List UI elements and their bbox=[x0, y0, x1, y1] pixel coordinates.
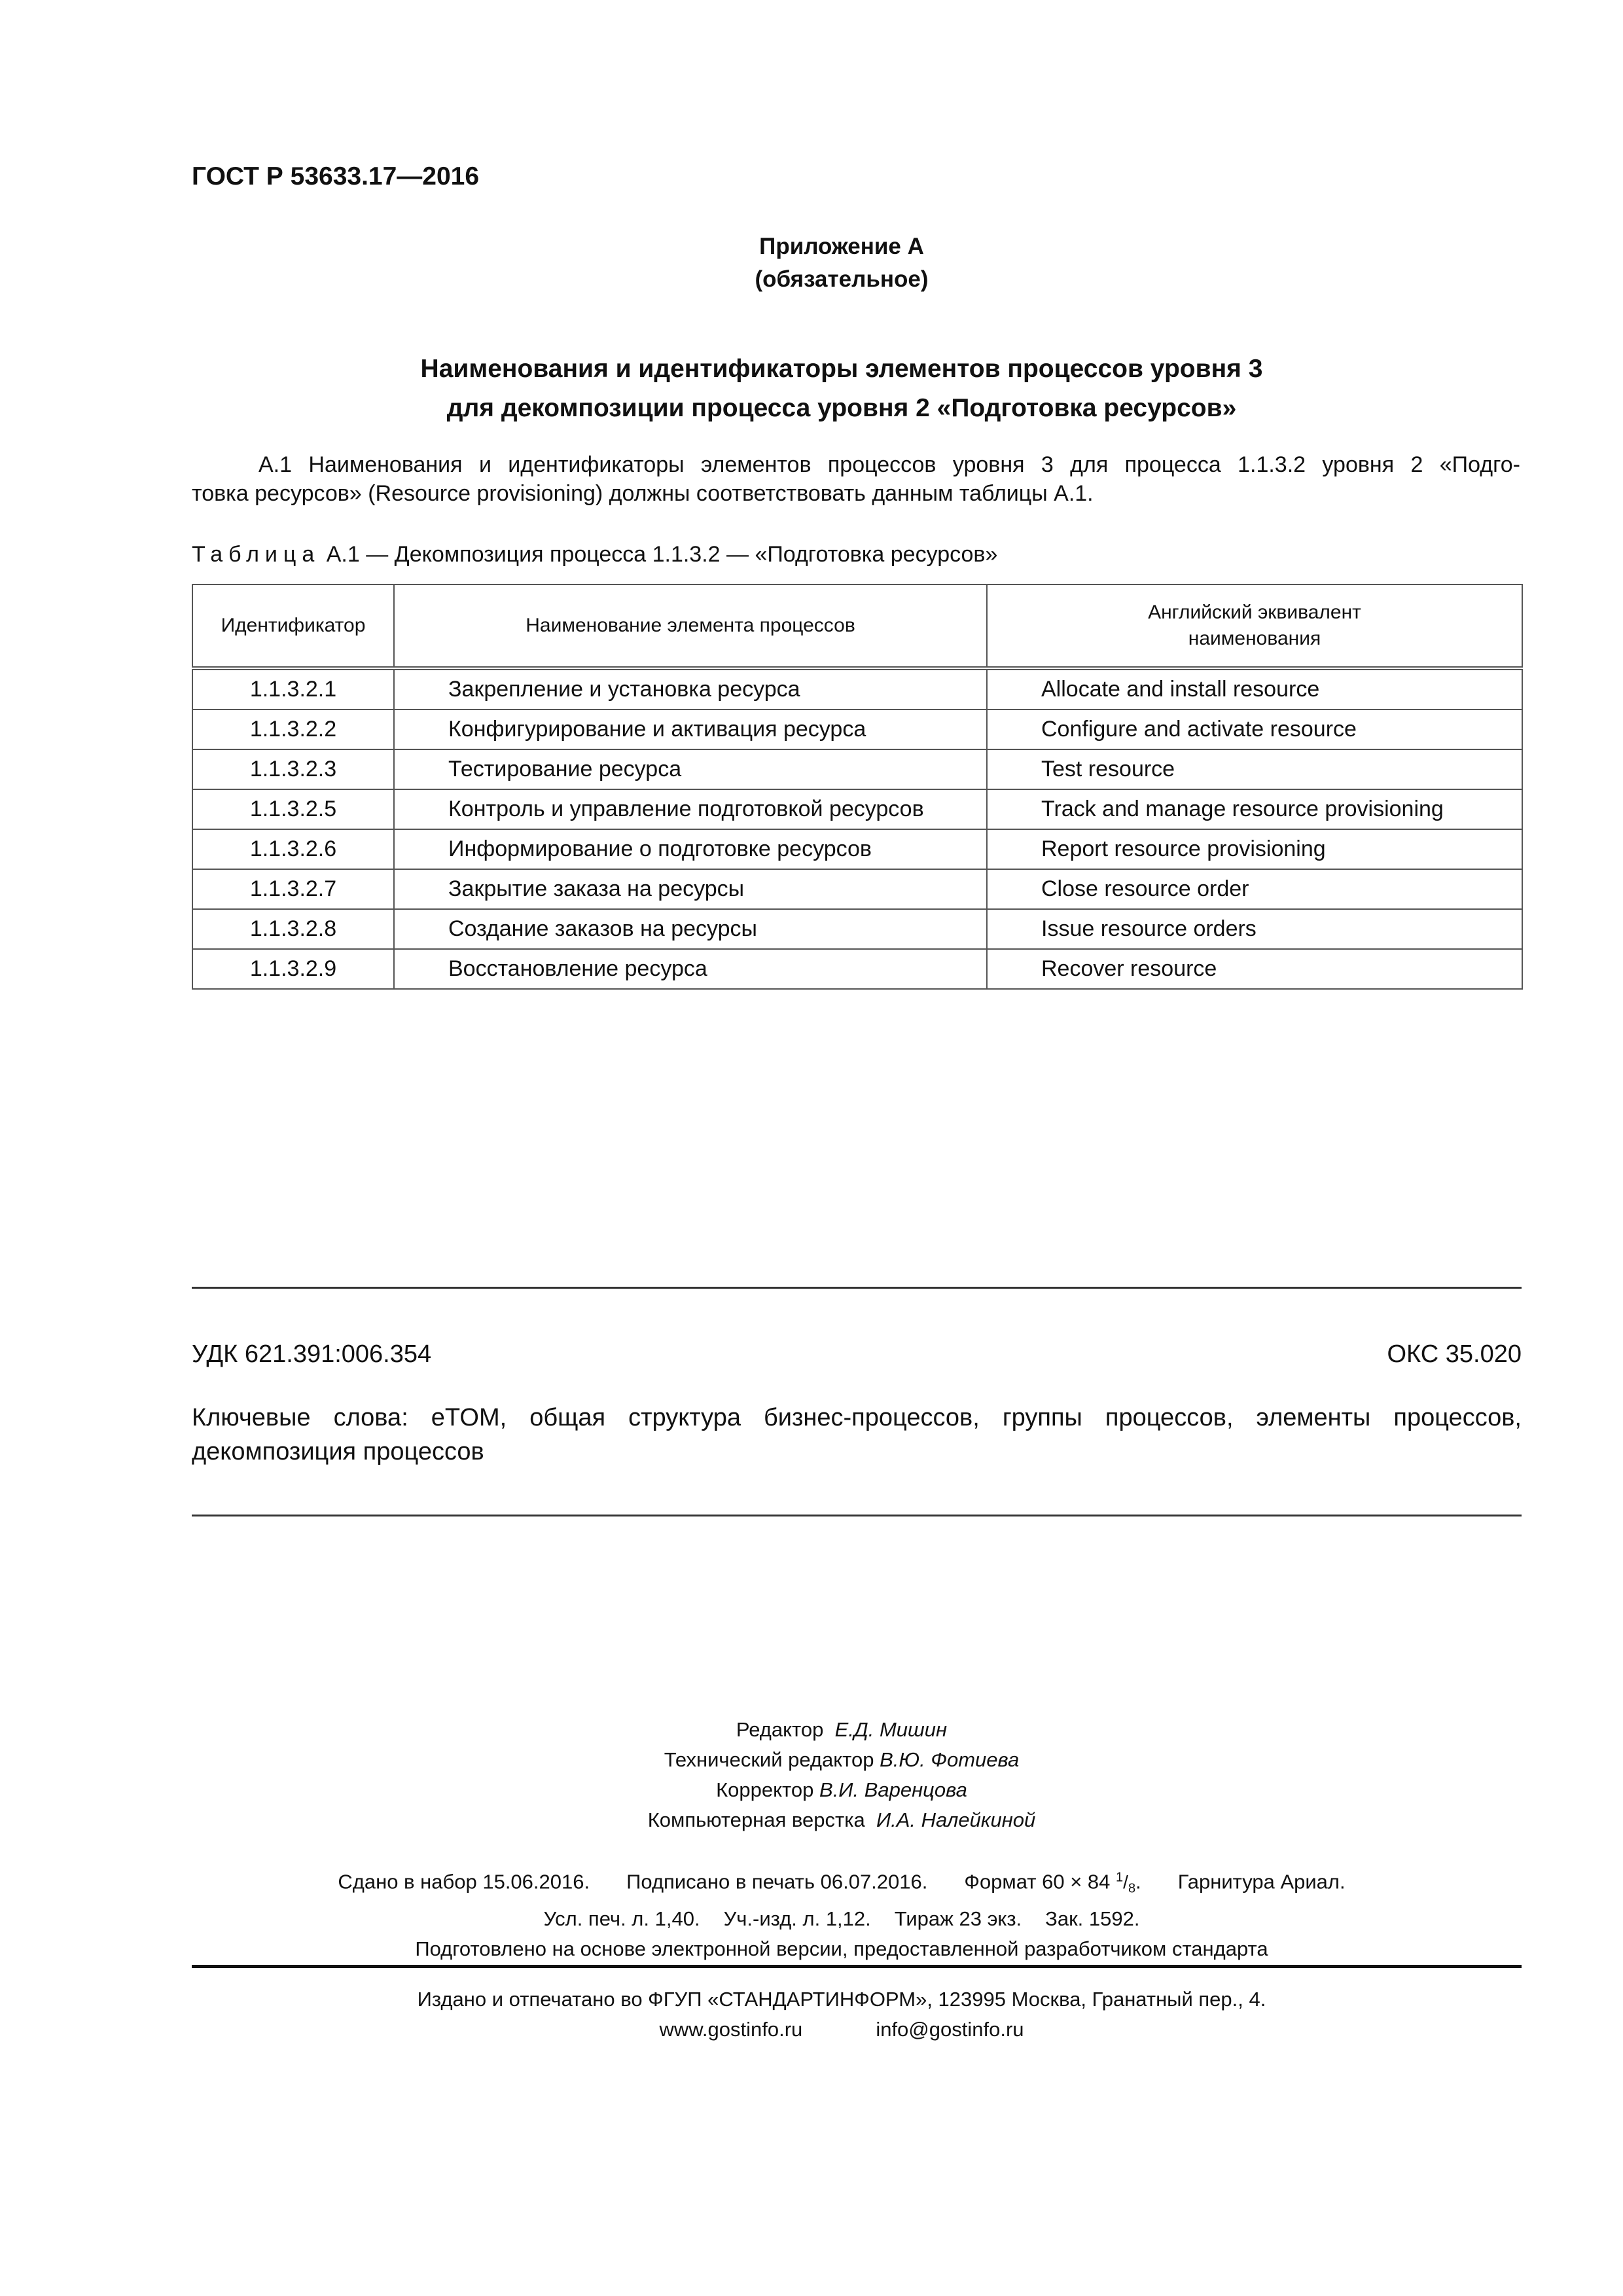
row-id: 1.1.3.2.2 bbox=[192, 709, 394, 749]
row-ru-name: Информирование о подготовке ресурсов bbox=[394, 829, 987, 869]
row-ru-name: Создание заказов на ресурсы bbox=[394, 909, 987, 949]
credit-corrector bbox=[0, 1775, 1623, 1805]
row-en-name: Issue resource orders bbox=[987, 909, 1522, 949]
table-row bbox=[192, 949, 1522, 989]
printer-info bbox=[0, 1984, 1623, 2045]
row-id: 1.1.3.2.1 bbox=[192, 668, 394, 709]
credit-role: Корректор bbox=[716, 1778, 814, 1801]
credit-name: В.И. Варенцова bbox=[819, 1778, 967, 1801]
document-code: ГОСТ Р 53633.17—2016 bbox=[192, 162, 480, 190]
main-title bbox=[0, 350, 1623, 428]
print-sheets: Усл. печ. л. 1,40. bbox=[543, 1907, 700, 1930]
table-caption bbox=[192, 542, 997, 567]
printer-contacts bbox=[0, 2015, 1623, 2045]
row-en-name: Configure and activate resource bbox=[987, 709, 1522, 749]
row-ru-name: Тестирование ресурса bbox=[394, 749, 987, 789]
table-row bbox=[192, 668, 1522, 709]
print-run: Тираж 23 экз. bbox=[894, 1907, 1022, 1930]
main-title-line2: для декомпозиции процесса уровня 2 «Подготовка ресурсов» bbox=[446, 394, 1237, 422]
appendix-status: (обязательное) bbox=[755, 266, 929, 292]
credit-name: И.А. Налейкиной bbox=[876, 1808, 1036, 1831]
credit-role: Компьютерная верстка bbox=[647, 1808, 865, 1831]
table-row bbox=[192, 909, 1522, 949]
credit-role: Технический редактор bbox=[664, 1748, 874, 1771]
row-ru-name: Закрытие заказа на ресурсы bbox=[394, 869, 987, 909]
table-row bbox=[192, 789, 1522, 829]
format-fraction: $^1/_8$ bbox=[1116, 1871, 1136, 1896]
row-id: 1.1.3.2.8 bbox=[192, 909, 394, 949]
table-header-row bbox=[192, 584, 1522, 668]
paragraph-a1 bbox=[192, 450, 1520, 508]
table-caption-text: А.1 — Декомпозиция процесса 1.1.3.2 — «Подготовка ресурсов» bbox=[320, 542, 998, 567]
row-id: 1.1.3.2.3 bbox=[192, 749, 394, 789]
keywords-line2: декомпозиция процессов bbox=[192, 1438, 484, 1465]
divider-top bbox=[192, 1287, 1522, 1289]
header-en-line1: Английский эквивалент bbox=[1148, 601, 1361, 623]
website-link[interactable]: www.gostinfo.ru bbox=[659, 2018, 803, 2041]
main-title-line1: Наименования и идентификаторы элементов процессов уровня 3 bbox=[420, 355, 1263, 383]
order-number: Зак. 1592. bbox=[1045, 1907, 1140, 1930]
keywords-line1: Ключевые слова: eTOM, общая структура бизнес-процессов, группы процессов, элементы процессов, bbox=[192, 1404, 1522, 1431]
row-ru-name: Закрепление и установка ресурса bbox=[394, 668, 987, 709]
credit-name: В.Ю. Фотиева bbox=[880, 1748, 1020, 1771]
row-ru-name: Контроль и управление подготовкой ресурсов bbox=[394, 789, 987, 829]
row-en-name: Test resource bbox=[987, 749, 1522, 789]
row-en-name: Report resource provisioning bbox=[987, 829, 1522, 869]
signed-date: Подписано в печать 06.07.2016. bbox=[626, 1870, 928, 1893]
credit-name: Е.Д. Мишин bbox=[834, 1718, 948, 1741]
typeface: Гарнитура Ариал. bbox=[1177, 1870, 1346, 1893]
row-en-name: Close resource order bbox=[987, 869, 1522, 909]
printer-address: Издано и отпечатано во ФГУП «СТАНДАРТИНФОРМ», 123995 Москва, Гранатный пер., 4. bbox=[417, 1988, 1266, 2011]
row-en-name: Recover resource bbox=[987, 949, 1522, 989]
header-id: Идентификатор bbox=[192, 584, 394, 668]
paper-format: Формат 60 × 84 bbox=[964, 1870, 1111, 1893]
publication-line3: Подготовлено на основе электронной версии, предоставленной разработчиком стандарта bbox=[415, 1937, 1268, 1960]
udk-code: УДК 621.391:006.354 bbox=[192, 1340, 432, 1368]
header-en-name bbox=[987, 584, 1522, 668]
decomposition-table bbox=[192, 584, 1523, 990]
table-row bbox=[192, 709, 1522, 749]
row-en-name: Allocate and install resource bbox=[987, 668, 1522, 709]
row-en-name: Track and manage resource provisioning bbox=[987, 789, 1522, 829]
credits-block bbox=[0, 1715, 1623, 1835]
appendix-heading bbox=[0, 230, 1623, 296]
table-caption-label: Таблица bbox=[192, 542, 321, 567]
paragraph-line2: товка ресурсов» (Resource provisioning) должны соответствовать данным таблицы А.1. bbox=[192, 481, 1094, 506]
row-id: 1.1.3.2.5 bbox=[192, 789, 394, 829]
appendix-title: Приложение А bbox=[759, 234, 924, 259]
row-id: 1.1.3.2.9 bbox=[192, 949, 394, 989]
credit-layout bbox=[0, 1805, 1623, 1835]
row-id: 1.1.3.2.7 bbox=[192, 869, 394, 909]
submitted-date: Сдано в набор 15.06.2016. bbox=[338, 1870, 590, 1893]
row-ru-name: Конфигурирование и активация ресурса bbox=[394, 709, 987, 749]
publication-info bbox=[0, 1863, 1623, 1964]
keywords bbox=[192, 1401, 1522, 1469]
table-row bbox=[192, 869, 1522, 909]
paragraph-line1: А.1 Наименования и идентификаторы элементов процессов уровня 3 для процесса 1.1.3.2 уровня 2 «Подго- bbox=[259, 452, 1520, 477]
row-id: 1.1.3.2.6 bbox=[192, 829, 394, 869]
credit-editor bbox=[0, 1715, 1623, 1745]
credit-role: Редактор bbox=[736, 1718, 824, 1741]
oks-code: ОКС 35.020 bbox=[1387, 1340, 1522, 1368]
table-row bbox=[192, 829, 1522, 869]
table-row bbox=[192, 749, 1522, 789]
header-ru-name: Наименование элемента процессов bbox=[394, 584, 987, 668]
publication-line1: Сдано в набор 15.06.2016. Подписано в печать 06.07.2016. Формат 60 × 84 $^1/_8$. Гарнитура Ариал. bbox=[338, 1870, 1346, 1896]
divider-thick bbox=[192, 1965, 1522, 1968]
row-ru-name: Восстановление ресурса bbox=[394, 949, 987, 989]
divider-bottom bbox=[192, 1515, 1522, 1516]
header-en-line2: наименования bbox=[1188, 628, 1321, 649]
publication-line2 bbox=[0, 1904, 1623, 1934]
credit-tech-editor bbox=[0, 1745, 1623, 1775]
email-link[interactable]: info@gostinfo.ru bbox=[876, 2018, 1024, 2041]
pub-sheets: Уч.-изд. л. 1,12. bbox=[723, 1907, 871, 1930]
